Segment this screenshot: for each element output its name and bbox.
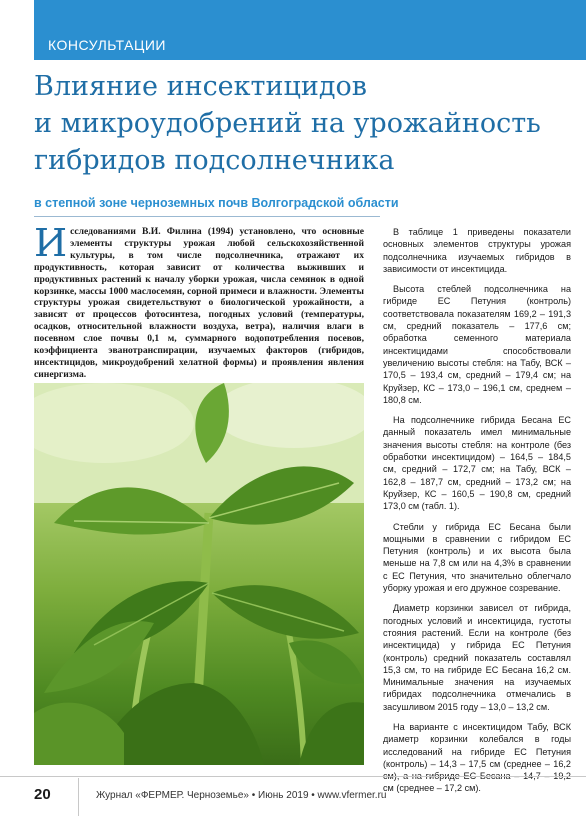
page-number: 20: [34, 786, 51, 803]
section-label: КОНСУЛЬТАЦИИ: [48, 37, 166, 53]
right-paragraph-4: Стебли у гибрида ЕС Бесана были мощными в сравнении с гибридом ЕС Петуния (контроль) и их высота была меньше на 7,8 см или на 4,3% в сравнении с ЕС Петуния, что значительно облегчало уборку урожая и его дружное созревание.: [383, 521, 571, 594]
article-title: [34, 68, 574, 179]
right-paragraph-1: В таблице 1 приведены показатели основных элементов структуры урожая подсолнечника изучаемых гибридов в зависимости от инсектицида.: [383, 227, 571, 274]
article-subtitle: в степной зоне черноземных почв Волгоградской области: [34, 196, 399, 210]
right-paragraph-3: На подсолнечнике гибрида Бесана ЕС данный показатель имел минимальные значения высоты стебля: на контроле (без обработки инсектицидом) – 164,5 – 184,5 см, средний – 172,7 см; на Табу, ВСК – 162,8 – 187,7 см, средний – 173,2 см; на Круйзер, КС – 160,5 – 190,8 см, средний 173,0 см (табл. 1).: [383, 415, 571, 512]
right-column: [383, 226, 571, 803]
title-line-3: гибридов подсолнечника: [34, 145, 395, 176]
sunflower-seedlings-photo: [34, 383, 364, 765]
drop-cap: И: [34, 221, 68, 265]
subtitle-divider: [34, 216, 380, 217]
intro-paragraph: [34, 221, 364, 381]
title-line-2: и микроудобрений на урожайность: [34, 108, 541, 139]
footer-journal-info: Журнал «ФЕРМЕР. Черноземье» • Июнь 2019 • www.vfermer.ru: [96, 790, 387, 801]
right-paragraph-2: Высота стеблей подсолнечника на гибриде ЕС Петуния (контроль) соответствовала показателям 169,2 – 191,3 см, средний показатель – 177,6 см; обработка семенного материала инсектицидами способствовали увеличению высоты стебля: на Табу, ВСК – 170,5 – 193,4 см, средний – 179,4 см; на Круйзер, КС – 173,0 – 196,1 см, среднем – 180,8 см.: [383, 284, 571, 405]
section-header-bar: [34, 0, 586, 60]
sunflower-illustration: [34, 383, 364, 765]
footer-separator: [78, 778, 79, 816]
right-paragraph-5: Диаметр корзинки зависел от гибрида, погодных условий и инсектицида, густоты стояния растений. Если на контроле (без инсектицида) у гибрида ЕС Петуния (контроль) средний показатель составлял 15,3 см, то на гибриде ЕС Бесана 16,2 см. Минимальные значения на изучаемых гибридах подсолнечника отмечались в засушливом 2015 году – 13,0 – 13,2 см.: [383, 603, 571, 712]
footer-divider: [0, 776, 586, 777]
title-line-1: Влияние инсектицидов: [34, 71, 367, 102]
right-paragraph-6: На варианте с инсектицидом Табу, ВСК диаметр корзинки колебался в годы исследований на гибриде ЕС Петуния (контроль) – 14,3 – 17,5 см (среднее – 16,2 см), а на гибриде ЕС Бесана – 14,7 – 19,2 см (среднее – 17,2 см).: [383, 721, 571, 794]
intro-text: сследованиями В.И. Филина (1994) установлено, что основные элементы структуры урожая любой сельскохозяйственной культуры, в том числе подсолнечника, отражают их продуктивность, которая зависит от количества выживших и продуктивных растений к началу уборки урожая, числа семянок в одной корзинке, массы 1000 маслосемян, сорной примеси и влажности. Элементы структуры урожая свидетельствуют о биологической урожайности, а зависят от процессов фотосинтеза, погодных условий (температуры, осадков, относительной влажности воздуха, ветра), наличия влаги в посевном слое почвы 0,1 м, суммарного водопотребления посевов, коэффициента эванотранспирации, изучаемых факторов (гибридов, инсектицидов, микроудобрений хелатной формы) и проявления явления синергизма.: [34, 226, 364, 380]
